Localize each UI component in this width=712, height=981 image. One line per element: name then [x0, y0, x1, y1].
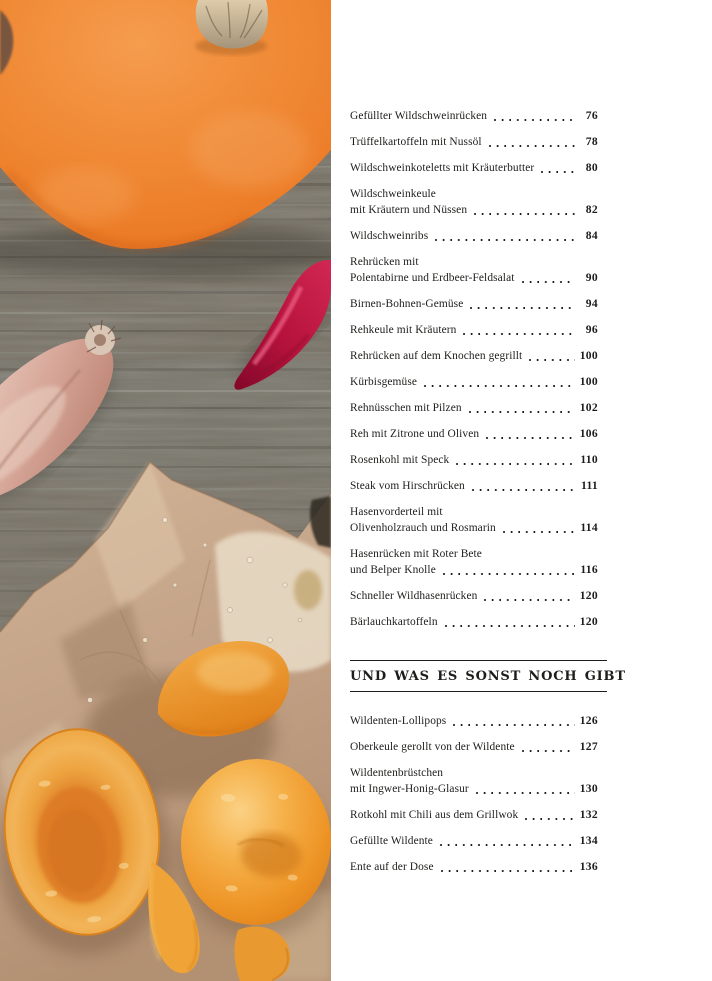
toc-entry-title: Bärlauchkartoffeln — [350, 616, 438, 628]
toc-page-number: 120 — [579, 589, 598, 602]
toc-page-number: 134 — [579, 834, 598, 847]
toc-entry-title: Reh mit Zitrone und Oliven — [350, 428, 480, 440]
toc-entry-title: Rehrücken auf dem Knochen gegrillt — [350, 350, 523, 362]
toc-entry — [350, 296, 598, 312]
toc-entry-title: Rehrücken mit — [350, 256, 419, 268]
toc-page-number: 100 — [579, 375, 598, 388]
toc-page-number: 90 — [585, 271, 598, 284]
toc-entry-title: Schneller Wildhasenrücken — [350, 590, 478, 602]
toc-entry — [350, 400, 598, 416]
toc-entry — [350, 588, 598, 604]
toc-entry — [350, 546, 598, 578]
toc-entry-title: Gefüllte Wildente — [350, 835, 433, 847]
toc-entry — [350, 134, 598, 150]
dotted-leader — [528, 348, 575, 364]
toc-entry — [350, 348, 598, 364]
dotted-leader — [483, 588, 575, 604]
dotted-leader — [488, 134, 575, 150]
cookbook-photo — [0, 0, 331, 981]
toc-page-number: 126 — [579, 714, 598, 727]
toc-entry-title-line2: Polentabirne und Erdbeer-Feldsalat — [350, 272, 515, 284]
toc-entry — [350, 186, 598, 218]
toc-entry — [350, 452, 598, 468]
toc-entry-title: Wildschweinribs — [350, 230, 429, 242]
dotted-leader — [540, 160, 575, 176]
dotted-leader — [468, 400, 575, 416]
toc-entry — [350, 478, 598, 494]
dotted-leader — [452, 713, 575, 729]
dotted-leader — [423, 374, 575, 390]
dotted-leader — [440, 859, 575, 875]
toc-page-number: 94 — [585, 297, 598, 310]
section-heading: UND WAS ES SONST NOCH GIBT — [350, 660, 607, 692]
toc-page-number: 100 — [579, 349, 598, 362]
toc-entry-title: Rehkeule mit Kräutern — [350, 324, 457, 336]
dotted-leader — [521, 270, 576, 286]
toc-entry-title: Wildschweinkoteletts mit Kräuterbutter — [350, 162, 535, 174]
toc-page-number: 120 — [579, 615, 598, 628]
dotted-leader — [502, 520, 575, 536]
dotted-leader — [469, 296, 575, 312]
toc-entry-title: Kürbisgemüse — [350, 376, 418, 388]
toc-entry — [350, 614, 598, 630]
toc-entry-title: Birnen-Bohnen-Gemüse — [350, 298, 464, 310]
toc-page-number: 127 — [579, 740, 598, 753]
toc-entry — [350, 322, 598, 338]
toc-page-number: 102 — [579, 401, 598, 414]
toc-entry-title: Rehnüsschen mit Pilzen — [350, 402, 462, 414]
toc-entry — [350, 833, 598, 849]
toc-entry — [350, 739, 598, 755]
toc-entry — [350, 504, 598, 536]
dotted-leader — [473, 202, 575, 218]
toc-entry — [350, 160, 598, 176]
toc-entry-title: Hasenrücken mit Roter Bete — [350, 548, 482, 560]
dotted-leader — [444, 614, 575, 630]
dotted-leader — [521, 739, 575, 755]
toc-entry-title-line2: Olivenholzrauch und Rosmarin — [350, 522, 496, 534]
dotted-leader — [485, 426, 575, 442]
toc-page-number: 130 — [579, 782, 598, 795]
toc-entry-title: Gefüllter Wildschweinrücken — [350, 110, 488, 122]
dotted-leader — [475, 781, 575, 797]
dotted-leader — [434, 228, 575, 244]
dotted-leader — [439, 833, 575, 849]
toc-entry — [350, 859, 598, 875]
toc-entry-title-line2: und Belper Knolle — [350, 564, 436, 576]
toc-page-number: 116 — [580, 563, 598, 576]
dotted-leader — [471, 478, 575, 494]
toc-page-number: 80 — [585, 161, 598, 174]
toc-page-number: 96 — [585, 323, 598, 336]
toc-page-number: 114 — [580, 521, 598, 534]
toc-entry-title: Wildentenbrüstchen — [350, 767, 444, 779]
dotted-leader — [524, 807, 575, 823]
dotted-leader — [442, 562, 575, 578]
toc-page-number: 110 — [580, 453, 598, 466]
toc-entry — [350, 426, 598, 442]
toc-entry-title: Wildenten-Lollipops — [350, 715, 447, 727]
toc-page-number: 84 — [585, 229, 598, 242]
toc-entry — [350, 374, 598, 390]
dotted-leader — [455, 452, 575, 468]
toc-page-number: 82 — [585, 203, 598, 216]
toc-page-number: 76 — [585, 109, 598, 122]
toc-entry — [350, 765, 598, 797]
toc-entry-title: Trüffelkartoffeln mit Nussöl — [350, 136, 482, 148]
toc-entry-title: Steak vom Hirschrücken — [350, 480, 465, 492]
toc-page-number: 111 — [580, 479, 598, 492]
toc-page-number: 106 — [579, 427, 598, 440]
toc-entry-title: Rotkohl mit Chili aus dem Grillwok — [350, 809, 519, 821]
toc-entry-title-line2: mit Ingwer-Honig-Glasur — [350, 783, 469, 795]
toc-entry-title: Hasenvorderteil mit — [350, 506, 443, 518]
table-of-contents — [350, 108, 626, 885]
toc-page-number: 132 — [579, 808, 598, 821]
toc-entry — [350, 713, 598, 729]
dotted-leader — [493, 108, 575, 124]
toc-entry-title: Ente auf der Dose — [350, 861, 434, 873]
toc-page-number: 136 — [579, 860, 598, 873]
dotted-leader — [462, 322, 575, 338]
toc-entry-title: Rosenkohl mit Speck — [350, 454, 450, 466]
toc-entry-title: Wildschweinkeule — [350, 188, 436, 200]
toc-entry — [350, 108, 598, 124]
toc-entry — [350, 254, 598, 286]
toc-entry-title: Oberkeule gerollt von der Wildente — [350, 741, 515, 753]
toc-entry — [350, 228, 598, 244]
toc-entry-title-line2: mit Kräutern und Nüssen — [350, 204, 468, 216]
toc-page-number: 78 — [585, 135, 598, 148]
toc-entry — [350, 807, 598, 823]
